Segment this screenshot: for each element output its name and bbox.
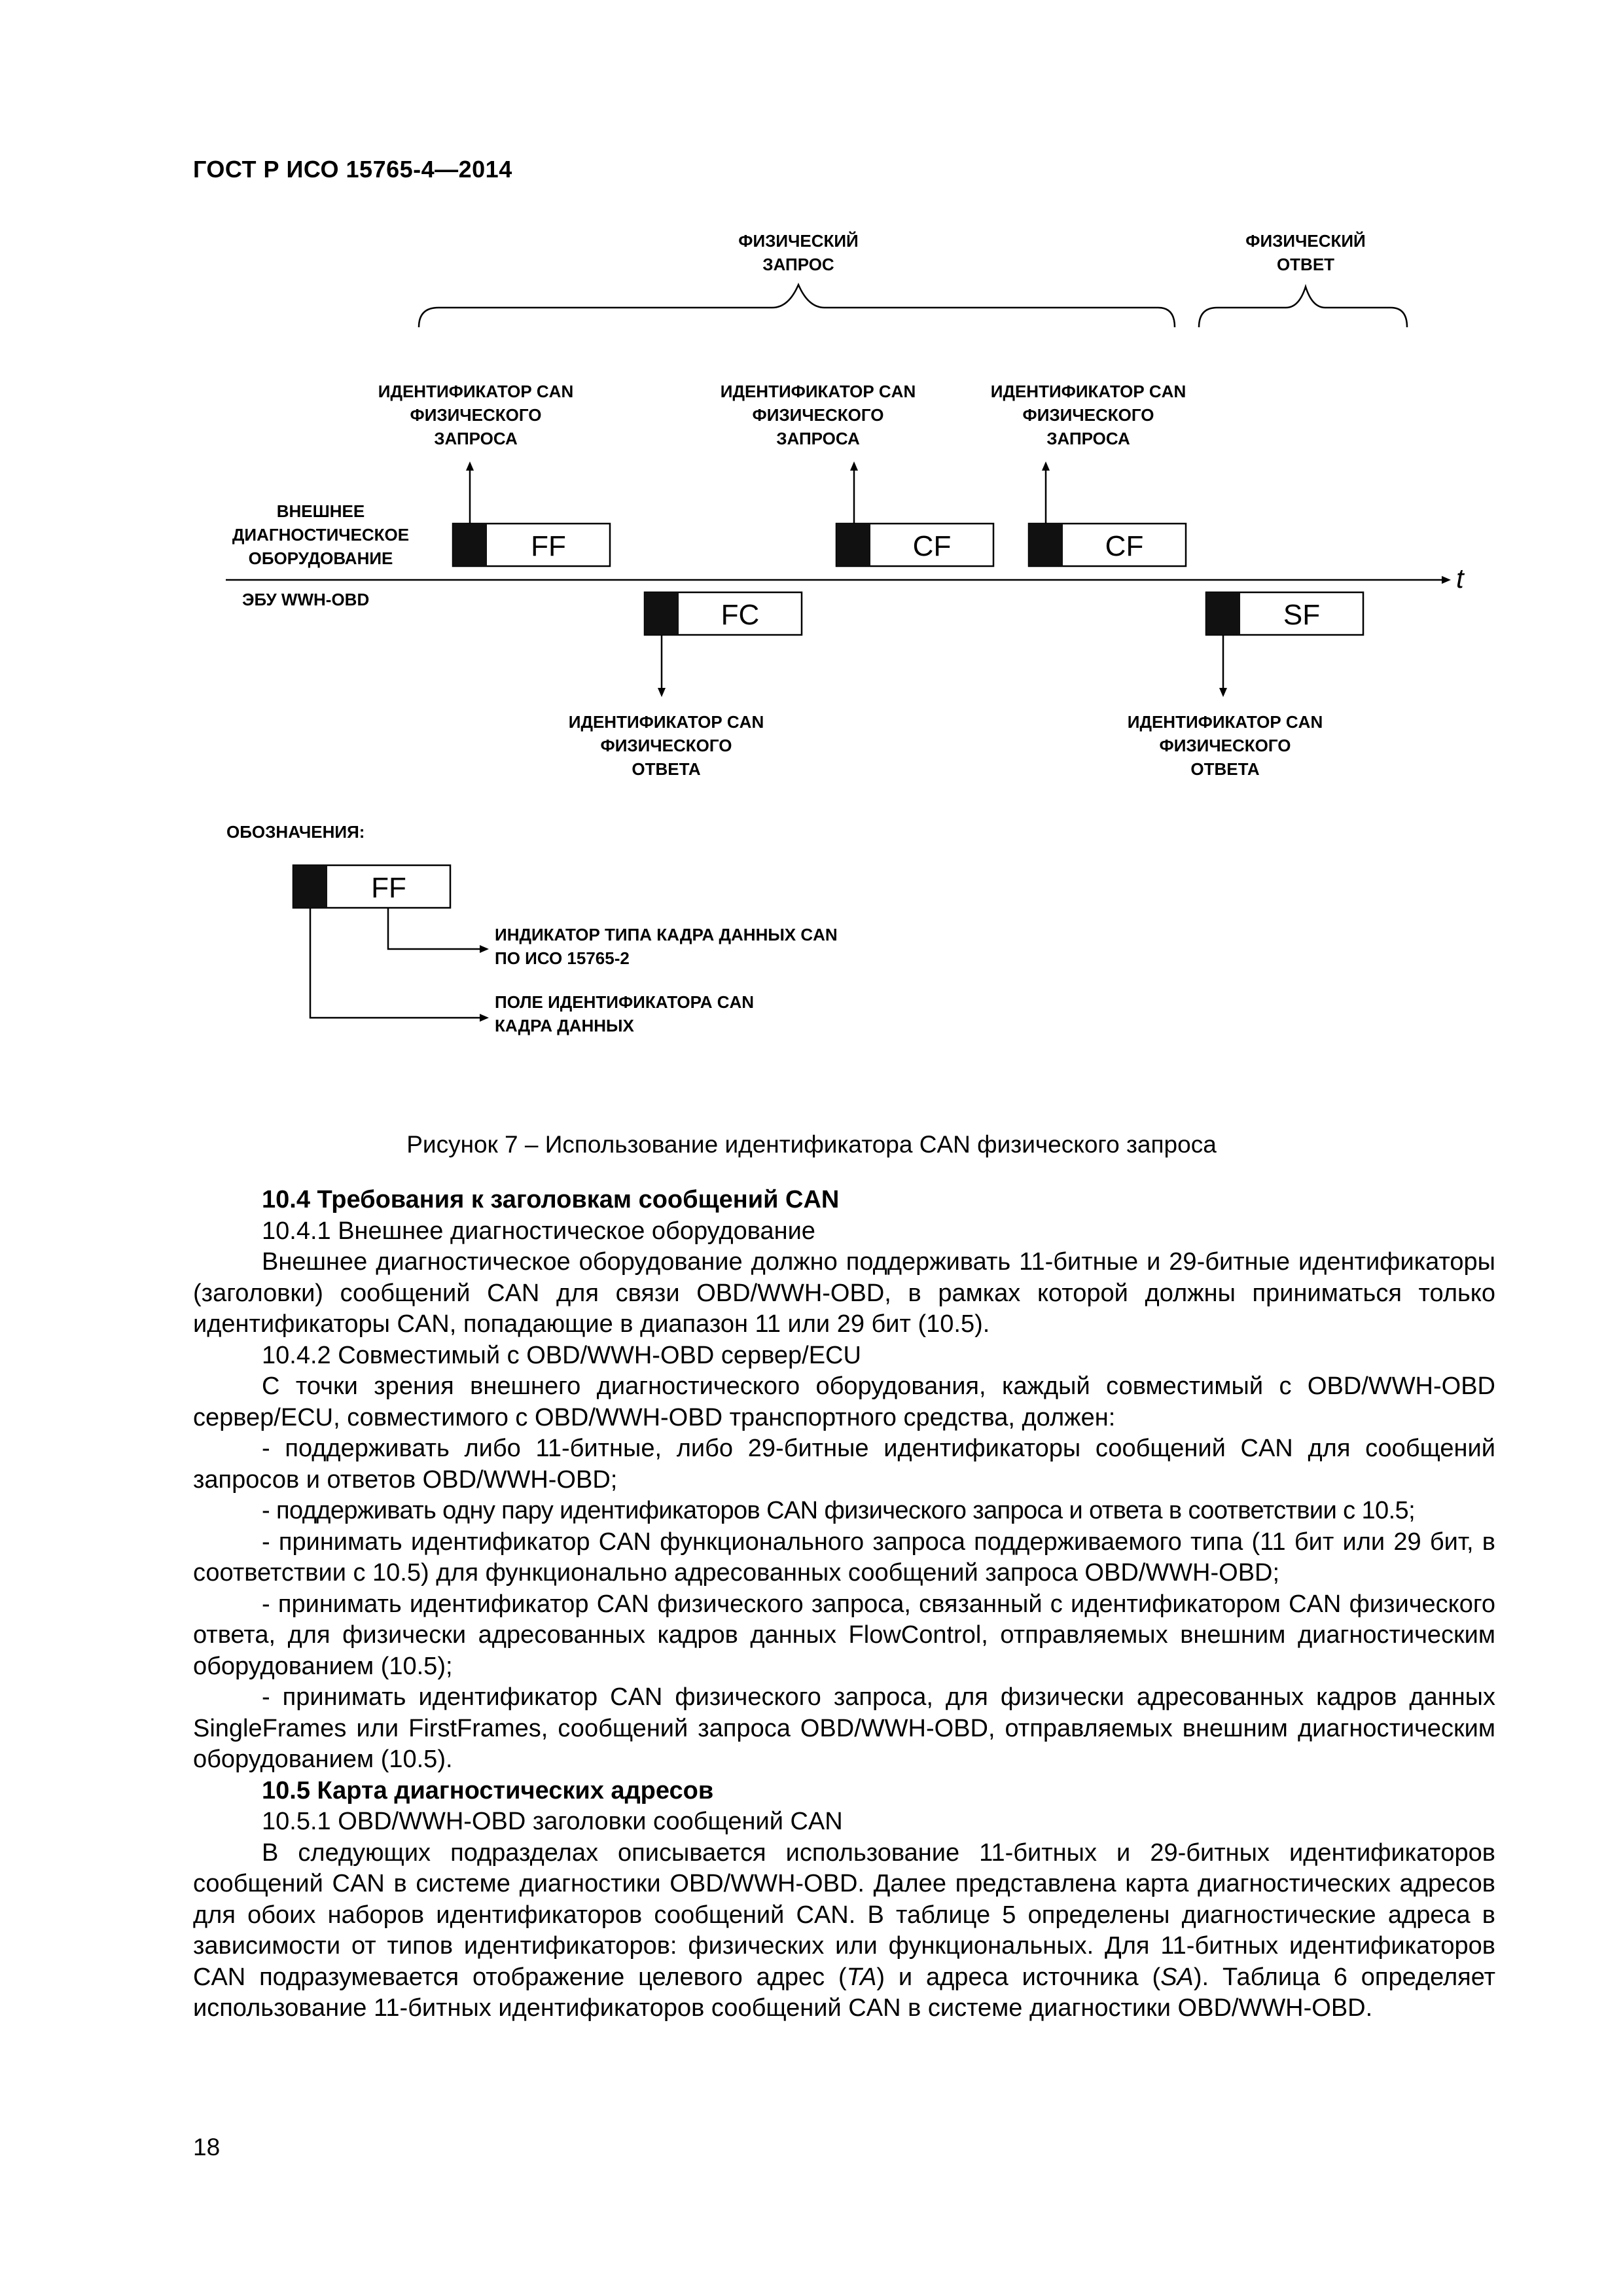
list-item: - принимать идентификатор CAN физического запроса, связанный с идентификатором CAN физического ответа, для физически адресованных кадров данных FlowControl, отправляемых внешним диагностическим оборудованием (10.5); bbox=[193, 1590, 1495, 1680]
subsection-10-4-1: 10.4.1 Внешнее диагностическое оборудование bbox=[262, 1217, 815, 1245]
svg-text:CF: CF bbox=[1105, 530, 1144, 562]
paragraph: В следующих подразделах описывается использование 11-битных и 29-битных идентификаторов сообщений CAN в системе диагностики OBD/WWH-OBD. Далее представлена карта диагностических адресов для обоих наборов идентификаторов сообщений CAN. В таблице 5 определены диагностические адреса в зависимости от типов идентификаторов: физических или функциональных. Для 11-битных идентификаторов CAN подразумевается отображение целевого адрес (TA) и адреса источника (SA). Таблица 6 определяет использование 11-битных идентификаторов сообщений CAN в системе диагностики OBD/WWH-OBD. bbox=[193, 1839, 1495, 2022]
paragraph: С точки зрения внешнего диагностического оборудования, каждый совместимый с OBD/WWH-OBD сервер/ECU, совместимого с OBD/WWH-OBD транспортного средства, должен: bbox=[193, 1372, 1495, 1431]
legend-connector-type bbox=[388, 908, 484, 949]
svg-text:ФИЗИЧЕСКОГО: ФИЗИЧЕСКОГО bbox=[1159, 736, 1291, 755]
svg-text:ИДЕНТИФИКАТОР CAN: ИДЕНТИФИКАТОР CAN bbox=[990, 382, 1186, 401]
svg-text:FF: FF bbox=[371, 872, 406, 904]
body-text bbox=[193, 1185, 1495, 2024]
subsection-10-5-1: 10.5.1 OBD/WWH-OBD заголовки сообщений CAN bbox=[262, 1808, 843, 1835]
svg-text:ФИЗИЧЕСКОГО: ФИЗИЧЕСКОГО bbox=[410, 405, 542, 425]
list-item: - поддерживать либо 11-битные, либо 29-битные идентификаторы сообщений CAN для сообщений запросов и ответов OBD/WWH-OBD; bbox=[193, 1435, 1495, 1494]
standard-header: ГОСТ Р ИСО 15765-4—2014 bbox=[193, 156, 512, 183]
svg-text:ПО ИСО 15765-2: ПО ИСО 15765-2 bbox=[495, 948, 630, 968]
legend-frame bbox=[293, 865, 450, 908]
paragraph: Внешнее диагностическое оборудование должно поддерживать 11-битные и 29-битные идентификаторы (заголовки) сообщений CAN для связи OBD/WWH-OBD, в рамках которой должны приниматься только идентификаторы CAN, попадающие в диапазон 11 или 29 бит (10.5). bbox=[193, 1248, 1495, 1338]
brace-response-line1: ФИЗИЧЕСКИЙ bbox=[1245, 231, 1366, 251]
legend-connector-id bbox=[310, 908, 484, 1018]
page-number: 18 bbox=[193, 2134, 221, 2161]
resp-id-label-sf bbox=[1128, 712, 1323, 779]
svg-text:ЗАПРОСА: ЗАПРОСА bbox=[434, 429, 518, 448]
svg-text:CF: CF bbox=[912, 530, 952, 562]
frame-sf bbox=[1206, 592, 1363, 635]
list-item: - принимать идентификатор CAN физического запроса, для физически адресованных кадров данных SingleFrames или FirstFrames, сообщений запроса OBD/WWH-OBD, отправляемых внешним диагностическим оборудованием (10.5). bbox=[193, 1683, 1495, 1773]
brace-response bbox=[1199, 287, 1407, 327]
frame-cf1 bbox=[836, 524, 993, 566]
req-id-label-ff bbox=[378, 382, 573, 448]
legend-type-indicator-label bbox=[495, 925, 838, 968]
svg-text:ИНДИКАТОР ТИПА КАДРА ДАННЫХ CA: ИНДИКАТОР ТИПА КАДРА ДАННЫХ CAN bbox=[495, 925, 838, 944]
figure-caption: Рисунок 7 – Использование идентификатора CAN физического запроса bbox=[406, 1131, 1217, 1158]
svg-text:ИДЕНТИФИКАТОР CAN: ИДЕНТИФИКАТОР CAN bbox=[378, 382, 574, 401]
brace-request-line1: ФИЗИЧЕСКИЙ bbox=[738, 231, 859, 251]
resp-id-label-fc bbox=[569, 712, 764, 779]
subsection-10-4-2: 10.4.2 Совместимый с OBD/WWH-OBD сервер/ECU bbox=[262, 1341, 861, 1369]
svg-text:FF: FF bbox=[531, 530, 566, 562]
section-heading-10-5: 10.5 Карта диагностических адресов bbox=[262, 1776, 714, 1804]
section-heading-10-4: 10.4 Требования к заголовкам сообщений CAN bbox=[262, 1186, 840, 1213]
svg-text:ФИЗИЧЕСКОГО: ФИЗИЧЕСКОГО bbox=[600, 736, 732, 755]
svg-text:ОТВЕТА: ОТВЕТА bbox=[632, 759, 701, 779]
legend-title: ОБОЗНАЧЕНИЯ: bbox=[226, 822, 365, 842]
req-id-label-cf1 bbox=[721, 382, 916, 448]
svg-text:ДИАГНОСТИЧЕСКОЕ: ДИАГНОСТИЧЕСКОЕ bbox=[232, 525, 410, 545]
svg-text:ИДЕНТИФИКАТОР CAN: ИДЕНТИФИКАТОР CAN bbox=[568, 712, 764, 732]
svg-text:ФИЗИЧЕСКОГО: ФИЗИЧЕСКОГО bbox=[1022, 405, 1154, 425]
time-axis-label: t bbox=[1456, 563, 1464, 594]
list-item: - поддерживать одну пару идентификаторов CAN физического запроса и ответа в соответствии с 10.5; bbox=[262, 1497, 1416, 1524]
svg-text:ВНЕШНЕЕ: ВНЕШНЕЕ bbox=[276, 501, 365, 521]
svg-text:ОБОРУДОВАНИЕ: ОБОРУДОВАНИЕ bbox=[248, 548, 393, 568]
brace-request-line2: ЗАПРОС bbox=[762, 255, 834, 274]
timing-diagram bbox=[0, 0, 1623, 1113]
external-equipment-label bbox=[232, 501, 409, 568]
svg-text:FC: FC bbox=[721, 599, 760, 631]
frame-ff bbox=[453, 524, 610, 566]
brace-request bbox=[419, 285, 1175, 327]
svg-text:ЗАПРОСА: ЗАПРОСА bbox=[776, 429, 860, 448]
frame-fc bbox=[645, 592, 802, 635]
list-item: - принимать идентификатор CAN функционального запроса поддерживаемого типа (11 бит или 29 бит, в соответствии с 10.5) для функционально адресованных сообщений запроса OBD/WWH-OBD; bbox=[193, 1528, 1495, 1587]
svg-text:ЗАПРОСА: ЗАПРОСА bbox=[1046, 429, 1130, 448]
ecu-label: ЭБУ WWH-OBD bbox=[242, 590, 370, 609]
frame-cf2 bbox=[1029, 524, 1186, 566]
svg-text:ФИЗИЧЕСКОГО: ФИЗИЧЕСКОГО bbox=[752, 405, 884, 425]
svg-text:ПОЛЕ ИДЕНТИФИКАТОРА CAN: ПОЛЕ ИДЕНТИФИКАТОРА CAN bbox=[495, 992, 755, 1012]
legend-id-field-label bbox=[495, 992, 754, 1035]
svg-text:КАДРА ДАННЫХ: КАДРА ДАННЫХ bbox=[495, 1016, 634, 1035]
brace-response-line2: ОТВЕТ bbox=[1276, 255, 1335, 274]
svg-text:ИДЕНТИФИКАТОР CAN: ИДЕНТИФИКАТОР CAN bbox=[1127, 712, 1323, 732]
svg-text:SF: SF bbox=[1283, 599, 1321, 631]
svg-text:ОТВЕТА: ОТВЕТА bbox=[1190, 759, 1260, 779]
req-id-label-cf2 bbox=[991, 382, 1186, 448]
svg-text:ИДЕНТИФИКАТОР CAN: ИДЕНТИФИКАТОР CAN bbox=[720, 382, 916, 401]
